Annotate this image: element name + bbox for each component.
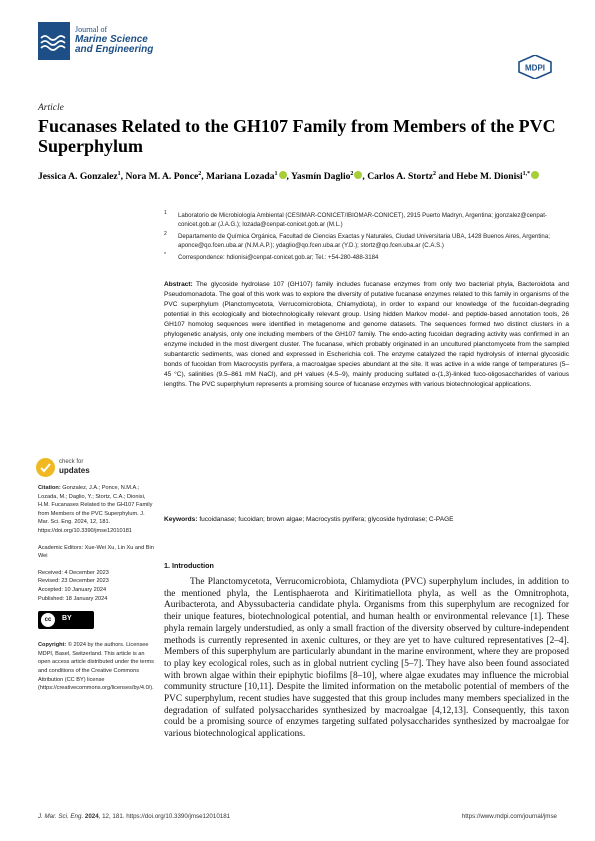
editors-block xyxy=(38,544,156,561)
author-name: Carlos A. Stortz xyxy=(367,171,434,183)
author-affil-sup: 1 xyxy=(274,171,278,177)
dates-block xyxy=(38,569,156,603)
affiliation-number: * xyxy=(164,251,166,258)
by-label: BY xyxy=(62,615,72,623)
check-updates-line2: updates xyxy=(59,466,90,475)
footer-year: 2024 xyxy=(84,813,99,820)
introduction-paragraph: The Planctomycetota, Verrucomicrobiota, Chlamydiota (PVC) superphylum includes, in addition to the mentioned phyla, the Lentisphaerota and Kiritimatiellota phyla, as well as the Omnitrophota, Auribacterota, and Abyssubacteria candidate phyla. Organisms from this superphylum are recognized for their unique features, biotechnological potential, and human health or environmental relevance [1]. These phyla remain largely understudied, as only a small fraction of the diversity observed by culture-independent methods is currently represented in axenic cultures, or they are yet to have cultured representatives [2–4]. Members of this superphylum are particularly abundant in the marine environment, where they are proposed to play key ecological roles, such as in global nutrient cycling [5–7]. They have also been found associated with brown algae within their epiphytic biofilms [8–10], where algae exudates may influence the microbial community structure [10,11]. Despite the limited information on the metabolic potential of members of the PVC superphylum, recent studies have suggested that this group includes many members specialized in the degradation of sulfated polysaccharides synthesized by macroalgae [4,12,13]. Consequently, this taxon could be a promising source of enzymes targeting sulfated polysaccharides synthesized by macroalgae for various biotechnological applications. xyxy=(164,577,569,740)
journal-name-line2: Marine Science xyxy=(75,34,148,45)
correspondence xyxy=(164,253,574,262)
affiliation xyxy=(164,211,574,230)
journal-logo[interactable] xyxy=(38,22,168,62)
footer-citation xyxy=(38,813,230,820)
author-affil-sup: 2 xyxy=(350,171,354,177)
author-name: Hebe M. Dionisi xyxy=(456,171,523,183)
section-heading-introduction: 1. Introduction xyxy=(164,561,214,570)
affiliation-text: Laboratorio de Microbiología Ambiental (CESIMAR-CONICET/IBIOMAR-CONICET), 2915 Puerto Madryn, Argentina; jgonzalez@cenpat-conicet.gob.ar (J.A.G.); lozada@cenpat-conicet.gob.ar (M.L.) xyxy=(178,212,547,229)
abstract-text: The glycoside hydrolase 107 (GH107) family includes fucanase enzymes from only two bacterial phyla, Bacteroidota and Pseudomonadota. The goal of this work was to explore the diversity of putative fucanase enzymes related to this family in organisms of the PVC superphylum (Planctomycetota, Verrucomicrobiota, Chlamydiota), in order to expand our knowledge of the fucoidan-degrading potential in this ecologically and biotechnologically relevant group. Using hidden Markov model- and peptide-based annotation tools, 26 GH107 homolog sequences were identified in metagenome and genome datasets. The sequences formed two distinct clusters in a phylogenetic analysis, only one including members of the GH107 family. The endo-acting fucoidan degrading activity was confirmed in an enzyme included in the most divergent cluster. The fucanase, which probably originated in an uncultured planctomycete from the sampled subantarctic sediments, was cloned and expressed in Escherichia coli. The enzyme catalyzed the rapid hydrolysis of internal glycosidic bonds of fucoidan from Macrocystis pyrifera, a macroalgae species abundant at the site. It was active in a wide range of temperatures (5–45 °C), salinities (9.5–861 mM NaCl), and pH values (4.5–9), mainly producing sulfated α-(1,3)-linked fuco-oligosaccharides of various lengths. The PVC superphylum represents a promising source of fucanase enzymes with various biotechnological applications. xyxy=(164,281,569,389)
affiliation xyxy=(164,232,574,251)
author[interactable] xyxy=(367,171,456,182)
introduction-body xyxy=(164,577,569,741)
author[interactable] xyxy=(291,171,367,182)
date-revised: Revised: 23 December 2023 xyxy=(38,578,109,585)
author[interactable] xyxy=(206,171,291,182)
paper-title: Fucanases Related to the GH107 Family from Members of the PVC Superphylum xyxy=(38,116,556,156)
author-separator: , xyxy=(286,171,291,183)
copyright-block xyxy=(38,641,156,693)
affiliation-number: 1 xyxy=(164,210,167,216)
orcid-icon[interactable] xyxy=(531,171,539,179)
footer-journal-url[interactable]: https://www.mdpi.com/journal/jmse xyxy=(461,813,557,820)
editors-label: Academic Editors: xyxy=(38,544,84,551)
author-name: Nora M. A. Ponce xyxy=(125,171,199,183)
citation-label: Citation: xyxy=(38,485,61,491)
sidebar xyxy=(38,484,156,701)
author[interactable] xyxy=(456,171,539,182)
author-name: Jessica A. Gonzalez xyxy=(38,171,118,183)
author-affil-sup: 2 xyxy=(198,171,202,177)
citation-block xyxy=(38,484,156,536)
date-received: Received: 4 December 2023 xyxy=(38,569,109,576)
keywords-text: fucoidanase; fucoidan; brown algae; Macrocystis pyrifera; glycoside hydrolase; C-PAGE xyxy=(199,516,454,523)
copyright-label: Copyright: xyxy=(38,642,67,649)
mdpi-logo[interactable] xyxy=(515,55,555,79)
mdpi-logo-text: MDPI xyxy=(525,63,545,73)
check-updates-line1: check for xyxy=(59,459,84,465)
cc-icon: cc xyxy=(41,613,55,627)
journal-name xyxy=(75,25,153,55)
date-published: Published: 18 January 2024 xyxy=(38,595,108,602)
author-affil-sup: 1,* xyxy=(522,171,531,177)
author-affil-sup: 1 xyxy=(117,171,121,177)
keywords xyxy=(164,515,569,525)
correspondence-text: Correspondence: hdionisi@cenpat-conicet.gob.ar; Tel.: +54-280-488-3184 xyxy=(178,253,379,261)
date-accepted: Accepted: 10 January 2024 xyxy=(38,586,107,593)
affiliation-text: Departamento de Química Orgánica, Facultad de Ciencias Exactas y Naturales, Ciudad Universitaria UBA, 1428 Buenos Aires, Argentina; aponce@qo.fcen.uba.ar (N.M.A.P.); ydaglio@qo.fcen.uba.ar (Y.D.); stortz@qo.fcen.uba.ar (C.A.S.) xyxy=(178,232,550,250)
author[interactable] xyxy=(125,171,206,182)
author-separator: , xyxy=(201,171,207,183)
footer-journal: J. Mar. Sci. Eng. xyxy=(38,813,84,820)
journal-name-line3: and Engineering xyxy=(75,44,154,55)
wave-icon xyxy=(38,22,70,60)
keywords-label: Keywords: xyxy=(164,516,198,523)
check-updates-icon xyxy=(36,458,55,477)
author-name: Yasmín Daglio xyxy=(290,171,351,183)
author-separator: , xyxy=(120,171,126,183)
citation-text[interactable]: Gonzalez, J.A.; Ponce, N.M.A.; Lozada, M.; Daglio, Y.; Stortz, C.A.; Dionisi, H.M. Fucanases Related to the GH107 Family from Members of the PVC Superphylum. J. Mar. Sci. Eng. 2024, 12, 181. https://doi.org/10.3390/jmse12010181 xyxy=(38,485,153,534)
author-list xyxy=(38,167,568,184)
abstract-label: Abstract: xyxy=(164,281,193,288)
footer-doi[interactable]: , 12, 181. https://doi.org/10.3390/jmse12010181 xyxy=(98,813,231,820)
cc-by-license-badge[interactable] xyxy=(38,611,94,629)
author-separator: and xyxy=(436,171,457,183)
article-type: Article xyxy=(38,103,64,113)
affiliations xyxy=(164,211,574,264)
orcid-icon[interactable] xyxy=(279,171,287,179)
check-for-updates-button[interactable] xyxy=(36,457,116,479)
author-name: Mariana Lozada xyxy=(206,171,275,183)
author-affil-sup: 2 xyxy=(433,171,437,177)
editors-text: Xue-Wei Xu, Lin Xu and Bin Wei xyxy=(38,544,154,560)
affiliation-number: 2 xyxy=(164,230,167,237)
author[interactable] xyxy=(38,171,125,182)
abstract xyxy=(164,280,569,391)
journal-name-line1: Journal of xyxy=(75,25,108,34)
author-separator: , xyxy=(362,171,368,183)
copyright-text: © 2024 by the authors. Licensee MDPI, Basel, Switzerland. This article is an open access article distributed under the terms and conditions of the Creative Commons Attribution (CC BY) license (https://creativecommons.org/licenses/by/4.0/). xyxy=(38,642,154,692)
